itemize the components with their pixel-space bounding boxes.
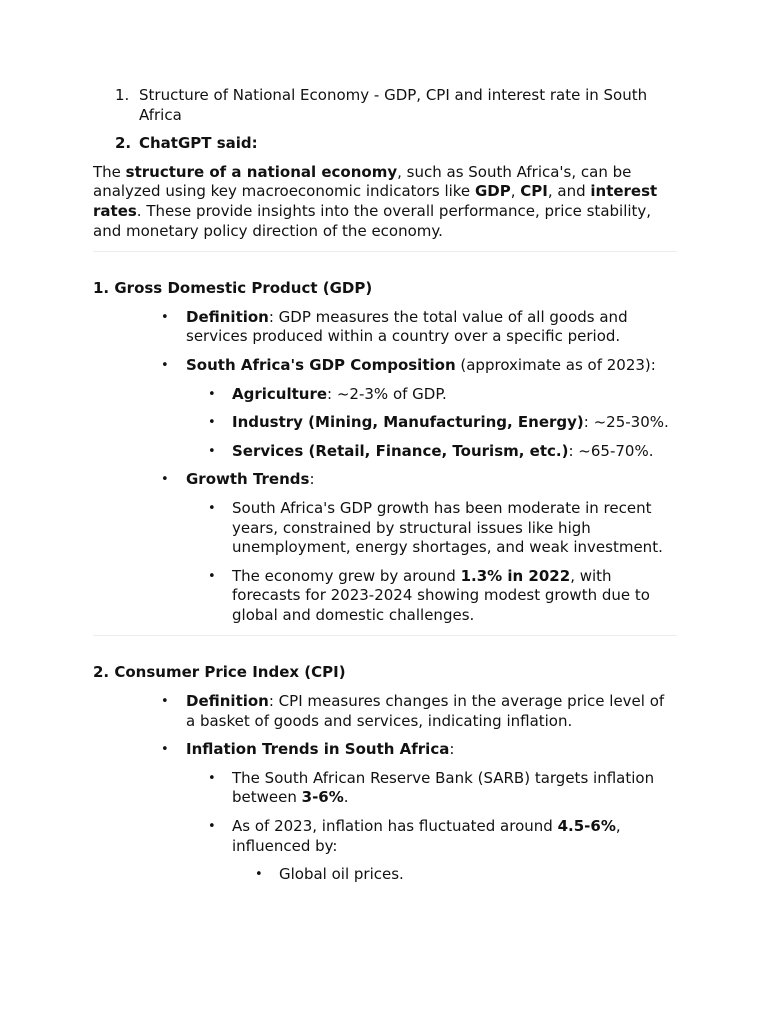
intro-text: , and (547, 182, 591, 201)
intro-bold: structure of a national economy (125, 162, 398, 181)
list-item (93, 134, 677, 154)
bullet: • (208, 386, 216, 402)
intro-text: , such as South Africa's, can be analyzed using key macroeconomic indicators like (93, 162, 632, 201)
item-label: Services (Retail, Finance, Tourism, etc.) (232, 441, 569, 460)
list-item (93, 817, 677, 856)
list-item (93, 442, 677, 462)
bullet: • (208, 443, 216, 459)
bullet: • (208, 500, 216, 516)
list-item (93, 356, 677, 376)
item-bold: 4.5-6% (557, 817, 616, 836)
item-text: The economy grew by around (232, 566, 461, 585)
list-item (93, 308, 677, 347)
item-text: : GDP measures the total value of all goods and services produced within a country over a specific period. (186, 307, 628, 346)
section-divider (93, 251, 677, 252)
item-label: South Africa's GDP Composition (186, 355, 456, 374)
bullet: • (161, 472, 169, 488)
item-label: Growth Trends (186, 470, 310, 489)
item-label: Industry (Mining, Manufacturing, Energy) (232, 413, 584, 432)
top-numbered-list (93, 86, 677, 154)
list-item (93, 499, 677, 558)
list-item (93, 740, 677, 760)
item-text: : (309, 470, 315, 489)
bullet: • (208, 819, 216, 835)
item-text: , influenced by: (232, 817, 621, 855)
list-item (93, 385, 677, 405)
intro-text: . These provide insights into the overall performance, price stability, and monetary policy direction of the economy. (93, 201, 652, 240)
bullet: • (255, 867, 263, 883)
intro-paragraph (93, 163, 677, 241)
bullet: • (208, 568, 216, 584)
item-text: The South African Reserve Bank (SARB) targets inflation between (232, 768, 655, 807)
item-bold: 3-6% (301, 788, 344, 807)
item-text: Global oil prices. (279, 865, 404, 884)
intro-text: The (93, 162, 126, 181)
bullet: • (161, 694, 169, 710)
list-number: 1. (115, 86, 130, 104)
item-text: : ~2-3% of GDP. (327, 384, 447, 403)
list-item (93, 413, 677, 433)
list-number: 2. (115, 134, 132, 153)
item-label: Definition (186, 692, 269, 711)
item-bold: 1.3% in 2022 (460, 566, 571, 585)
list-item (93, 470, 677, 490)
list-item (93, 86, 677, 125)
item-text: : (449, 740, 455, 759)
intro-bold: CPI (520, 182, 548, 201)
list-item (93, 567, 677, 626)
item-label: Inflation Trends in South Africa (186, 740, 450, 759)
intro-bold: interest rates (93, 182, 658, 220)
item-text: As of 2023, inflation has fluctuated around (232, 817, 558, 836)
list-item-text: Structure of National Economy - GDP, CPI and interest rate in South Africa (139, 86, 648, 124)
bullet: • (208, 770, 216, 786)
item-text: (approximate as of 2023): (455, 355, 656, 374)
intro-bold: GDP (474, 182, 511, 201)
intro-text: , (510, 182, 521, 201)
list-item (93, 692, 677, 731)
item-text: : ~65-70%. (568, 441, 654, 460)
item-text: , with forecasts for 2023-2024 showing modest growth due to global and domestic challenges. (232, 566, 650, 624)
item-text: South Africa's GDP growth has been moderate in recent years, constrained by structural issues like high unemployment, energy shortages, and weak investment. (232, 498, 663, 557)
bullet: • (161, 357, 169, 373)
item-label: Agriculture (232, 384, 328, 403)
bullet: • (161, 742, 169, 758)
item-text: : ~25-30%. (583, 413, 669, 432)
chatgpt-said-label: ChatGPT said: (139, 134, 258, 153)
bullet: • (208, 415, 216, 431)
list-item (93, 865, 677, 885)
gdp-section-heading: 1. Gross Domestic Product (GDP) (93, 279, 373, 298)
bullet: • (161, 309, 169, 325)
item-text: : CPI measures changes in the average price level of a basket of goods and services, indicating inflation. (186, 692, 665, 730)
cpi-section-heading: 2. Consumer Price Index (CPI) (93, 663, 346, 682)
list-item (93, 769, 677, 808)
item-text: . (343, 788, 349, 807)
item-label: Definition (186, 307, 269, 326)
section-divider (93, 635, 677, 636)
document-page (93, 86, 677, 894)
